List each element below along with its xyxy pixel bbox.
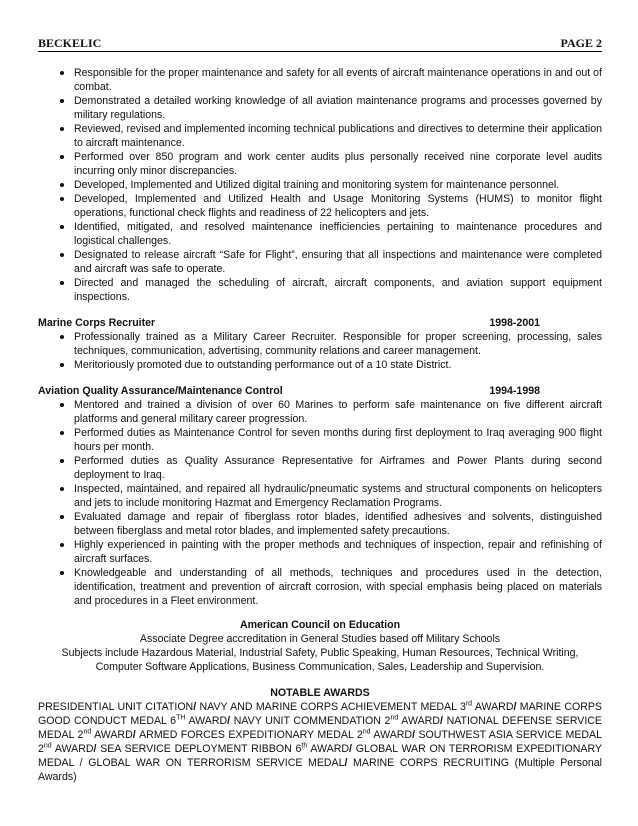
- recruiter-bullet: Professionally trained as a Military Career Recruiter. Responsible for proper screening, processing, sales techniques, communication, advertising, community relations and career management.: [38, 330, 602, 358]
- qa-bullet: Evaluated damage and repair of fiberglass rotor blades, identified adhesives and solvents, distinguished between fiberglass and metal rotor blades, and implemented safety precautions.: [38, 510, 602, 538]
- qa-bullet: Mentored and trained a division of over 60 Marines to perform safe maintenance on five different aircraft platforms and general military career progression.: [38, 398, 602, 426]
- education-title: American Council on Education: [239, 619, 401, 631]
- qa-dates: 1994-1998: [489, 385, 540, 397]
- education-subjects: Subjects include Hazardous Material, Industrial Safety, Public Speaking, Human Resources, Technical Writing, Computer Software Applications, Business Communication, Sales, Leadership and Supervision.: [61, 647, 579, 673]
- recruiter-section-header: [38, 316, 602, 330]
- top-bullet: Reviewed, revised and implemented incoming technical publications and directives to determine their application to aircraft maintenance.: [38, 122, 602, 150]
- award-item: ARMED FORCES EXPEDITIONARY MEDAL 2nd AWARD: [139, 728, 413, 741]
- awards-title: NOTABLE AWARDS: [270, 687, 370, 699]
- top-bullet: Developed, Implemented and Utilized Health and Usage Monitoring Systems (HUMS) to monitor flight operations, functional check flights and readiness of 22 helicopters and jets.: [38, 192, 602, 220]
- experience-bullets: [38, 66, 602, 304]
- top-bullet: Developed, Implemented and Utilized digital training and monitoring system for maintenance personnel.: [38, 178, 602, 192]
- qa-bullet: Inspected, maintained, and repaired all hydraulic/pneumatic systems and structural components on helicopters and jets to include monitoring Hazmat and Emergency Reclamation Programs.: [38, 482, 602, 510]
- top-bullet: Identified, mitigated, and resolved maintenance inefficiencies pertaining to maintenance procedures and logistical challenges.: [38, 220, 602, 248]
- education-section: [38, 618, 602, 674]
- recruiter-bullets: [38, 330, 602, 372]
- qa-bullet: Performed duties as Quality Assurance Representative for Airframes and Power Plants during second deployment to Iraq.: [38, 454, 602, 482]
- qa-bullet: Highly experienced in painting with the proper methods and techniques of inspection, repair and refinishing of aircraft surfaces.: [38, 538, 602, 566]
- top-bullet: Responsible for the proper maintenance and safety for all events of aircraft maintenance operations in and out of combat.: [38, 66, 602, 94]
- award-item: NATIONAL DEFENSE SERVICE MEDAL 2nd AWARD: [38, 715, 603, 741]
- recruiter-title: Marine Corps Recruiter: [38, 317, 156, 329]
- top-bullet: Directed and managed the scheduling of aircraft, aircraft components, and aviation support equipment inspections.: [38, 276, 602, 304]
- qa-bullet: Performed duties as Maintenance Control for seven months during first deployment to Iraq averaging 900 flight hours per month.: [38, 426, 602, 454]
- award-item: GLOBAL WAR ON TERRORISM EXPEDITIONARY MEDAL / GLOBAL WAR ON TERRORISM SERVICE MEDAL: [38, 743, 602, 769]
- award-item: NAVY AND MARINE CORPS ACHIEVEMENT MEDAL 3rd AWARD: [199, 700, 514, 713]
- award-item: PRESIDENTIAL UNIT CITATION: [38, 701, 194, 713]
- qa-bullet: Knowledgeable and understanding of all methods, techniques and procedures used in the detection, identification, treatment and prevention of aircraft corrosion, with special emphasis being placed on materials and procedures in a Fleet environment.: [38, 566, 602, 608]
- qa-section-header: [38, 384, 602, 398]
- resume-content: [38, 66, 602, 784]
- top-bullet: Designated to release aircraft “Safe for Flight”, ensuring that all inspections and maintenance were completed and aircraft was safe to operate.: [38, 248, 602, 276]
- award-item: NAVY UNIT COMMENDATION 2nd AWARD: [233, 714, 440, 727]
- recruiter-bullet: Meritoriously promoted due to outstanding performance out of a 10 state District.: [38, 358, 602, 372]
- top-bullet: Demonstrated a detailed working knowledge of all aviation maintenance programs and processes governed by military regulations.: [38, 94, 602, 122]
- qa-title: Aviation Quality Assurance/Maintenance Control: [38, 385, 283, 397]
- awards-list: PRESIDENTIAL UNIT CITATION/ NAVY AND MARINE CORPS ACHIEVEMENT MEDAL 3rd AWARD/ MARINE CORPS GOOD CONDUCT MEDAL 6TH AWARD/ NAVY UNIT COMMENDATION 2nd AWARD/ NATIONAL DEFENSE SERVICE MEDAL 2nd AWARD/ ARMED FORCES EXPEDITIONARY MEDAL 2nd AWARD/ SOUTHWEST ASIA SERVICE MEDAL 2nd AWARD/ SEA SERVICE DEPLOYMENT RIBBON 6th AWARD/ GLOBAL WAR ON TERRORISM EXPEDITIONARY MEDAL / GLOBAL WAR ON TERRORISM SERVICE MEDAL/ MARINE CORPS RECRUITING (Multiple Personal Awards): [38, 700, 603, 783]
- top-bullet: Performed over 850 program and work center audits plus personally received nine corporate level audits incurring only minor discrepancies.: [38, 150, 602, 178]
- education-degree: Associate Degree accreditation in General Studies based off Military Schools: [139, 633, 501, 645]
- page-header: [38, 36, 602, 52]
- recruiter-dates: 1998-2001: [489, 317, 540, 329]
- award-item: MARINE CORPS GOOD CONDUCT MEDAL 6TH AWARD: [38, 701, 602, 727]
- header-name: BECKELIC: [38, 36, 102, 50]
- award-item: SOUTHWEST ASIA SERVICE MEDAL 2nd AWARD: [38, 729, 603, 755]
- award-item: MARINE CORPS RECRUITING (Multiple Personal Awards): [38, 757, 602, 783]
- header-page-number: PAGE 2: [560, 36, 602, 50]
- qa-bullets: [38, 398, 602, 608]
- award-item: SEA SERVICE DEPLOYMENT RIBBON 6th AWARD: [100, 742, 350, 755]
